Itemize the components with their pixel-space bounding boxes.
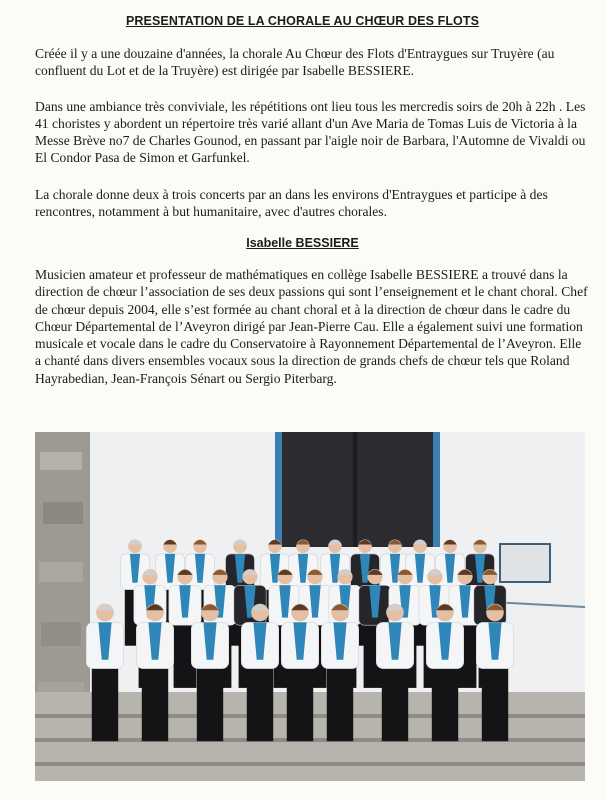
choir-members [86,539,513,741]
choir-member [426,604,463,742]
rehearsal-paragraph: Dans une ambiance très conviviale, les répétitions ont lieu tous les mercredis soirs de 20h à 22h . Les 41 choristes y abordent un répertoire très varié allant d'un Ave Maria de Tomas Luis de Victoria à la Messe Brève no7 de Charles Gounod, en passant par l'aigle noir de Barbara, l'Automne de Vivaldi ou El Condor Pasa de Simon et Garfunkel. [35,99,586,165]
choir-member [136,604,173,742]
concerts-paragraph: La chorale donne deux à trois concerts par an dans les environs d'Entraygues et participe à des rencontres, notamment à but humanitaire, avec d'autres chorales. [35,187,548,219]
notice-board [500,544,550,582]
choir-member [321,604,358,742]
conductor-bio-paragraph: Musicien amateur et professeur de mathématiques en collège Isabelle BESSIERE a trouvé dans la direction de chœur l’association de ses deux passions qui sont l’enseignement et le chant choral. Chef de chœur depuis 2004, elle s’est formée au chant choral et à la direction de chœur dans le cadre du Chœur Départemental de l’Aveyron dirigé par Jean-Pierre Cau. Elle a également suivi une formation musicale et vocale dans le cadre du Conservatoire à Rayonnement Départemental de l’Aveyron. Elle a chanté dans divers ensembles vocaux sous la direction de grands chefs de chœur tels que Roland Hayrabedian, Jean-François Sénart ou Sergio Piterbarg. [35,267,588,386]
dark-door [282,432,433,547]
choir-member [281,604,318,742]
choir-member [191,604,228,742]
choir-member [86,604,123,742]
choir-group-photo [35,432,585,781]
choir-member [476,604,513,742]
choir-member [376,604,413,742]
intro-paragraph: Créée il y a une douzaine d'années, la chorale Au Chœur des Flots d'Entraygues sur Truyère (au confluent du Lot et de la Truyère) est dirigée par Isabelle BESSIERE. [35,46,555,78]
choir-member [241,604,278,742]
conductor-heading: Isabelle BESSIERE [246,236,359,250]
document-title: PRESENTATION DE LA CHORALE AU CHŒUR DES FLOTS [125,14,480,28]
